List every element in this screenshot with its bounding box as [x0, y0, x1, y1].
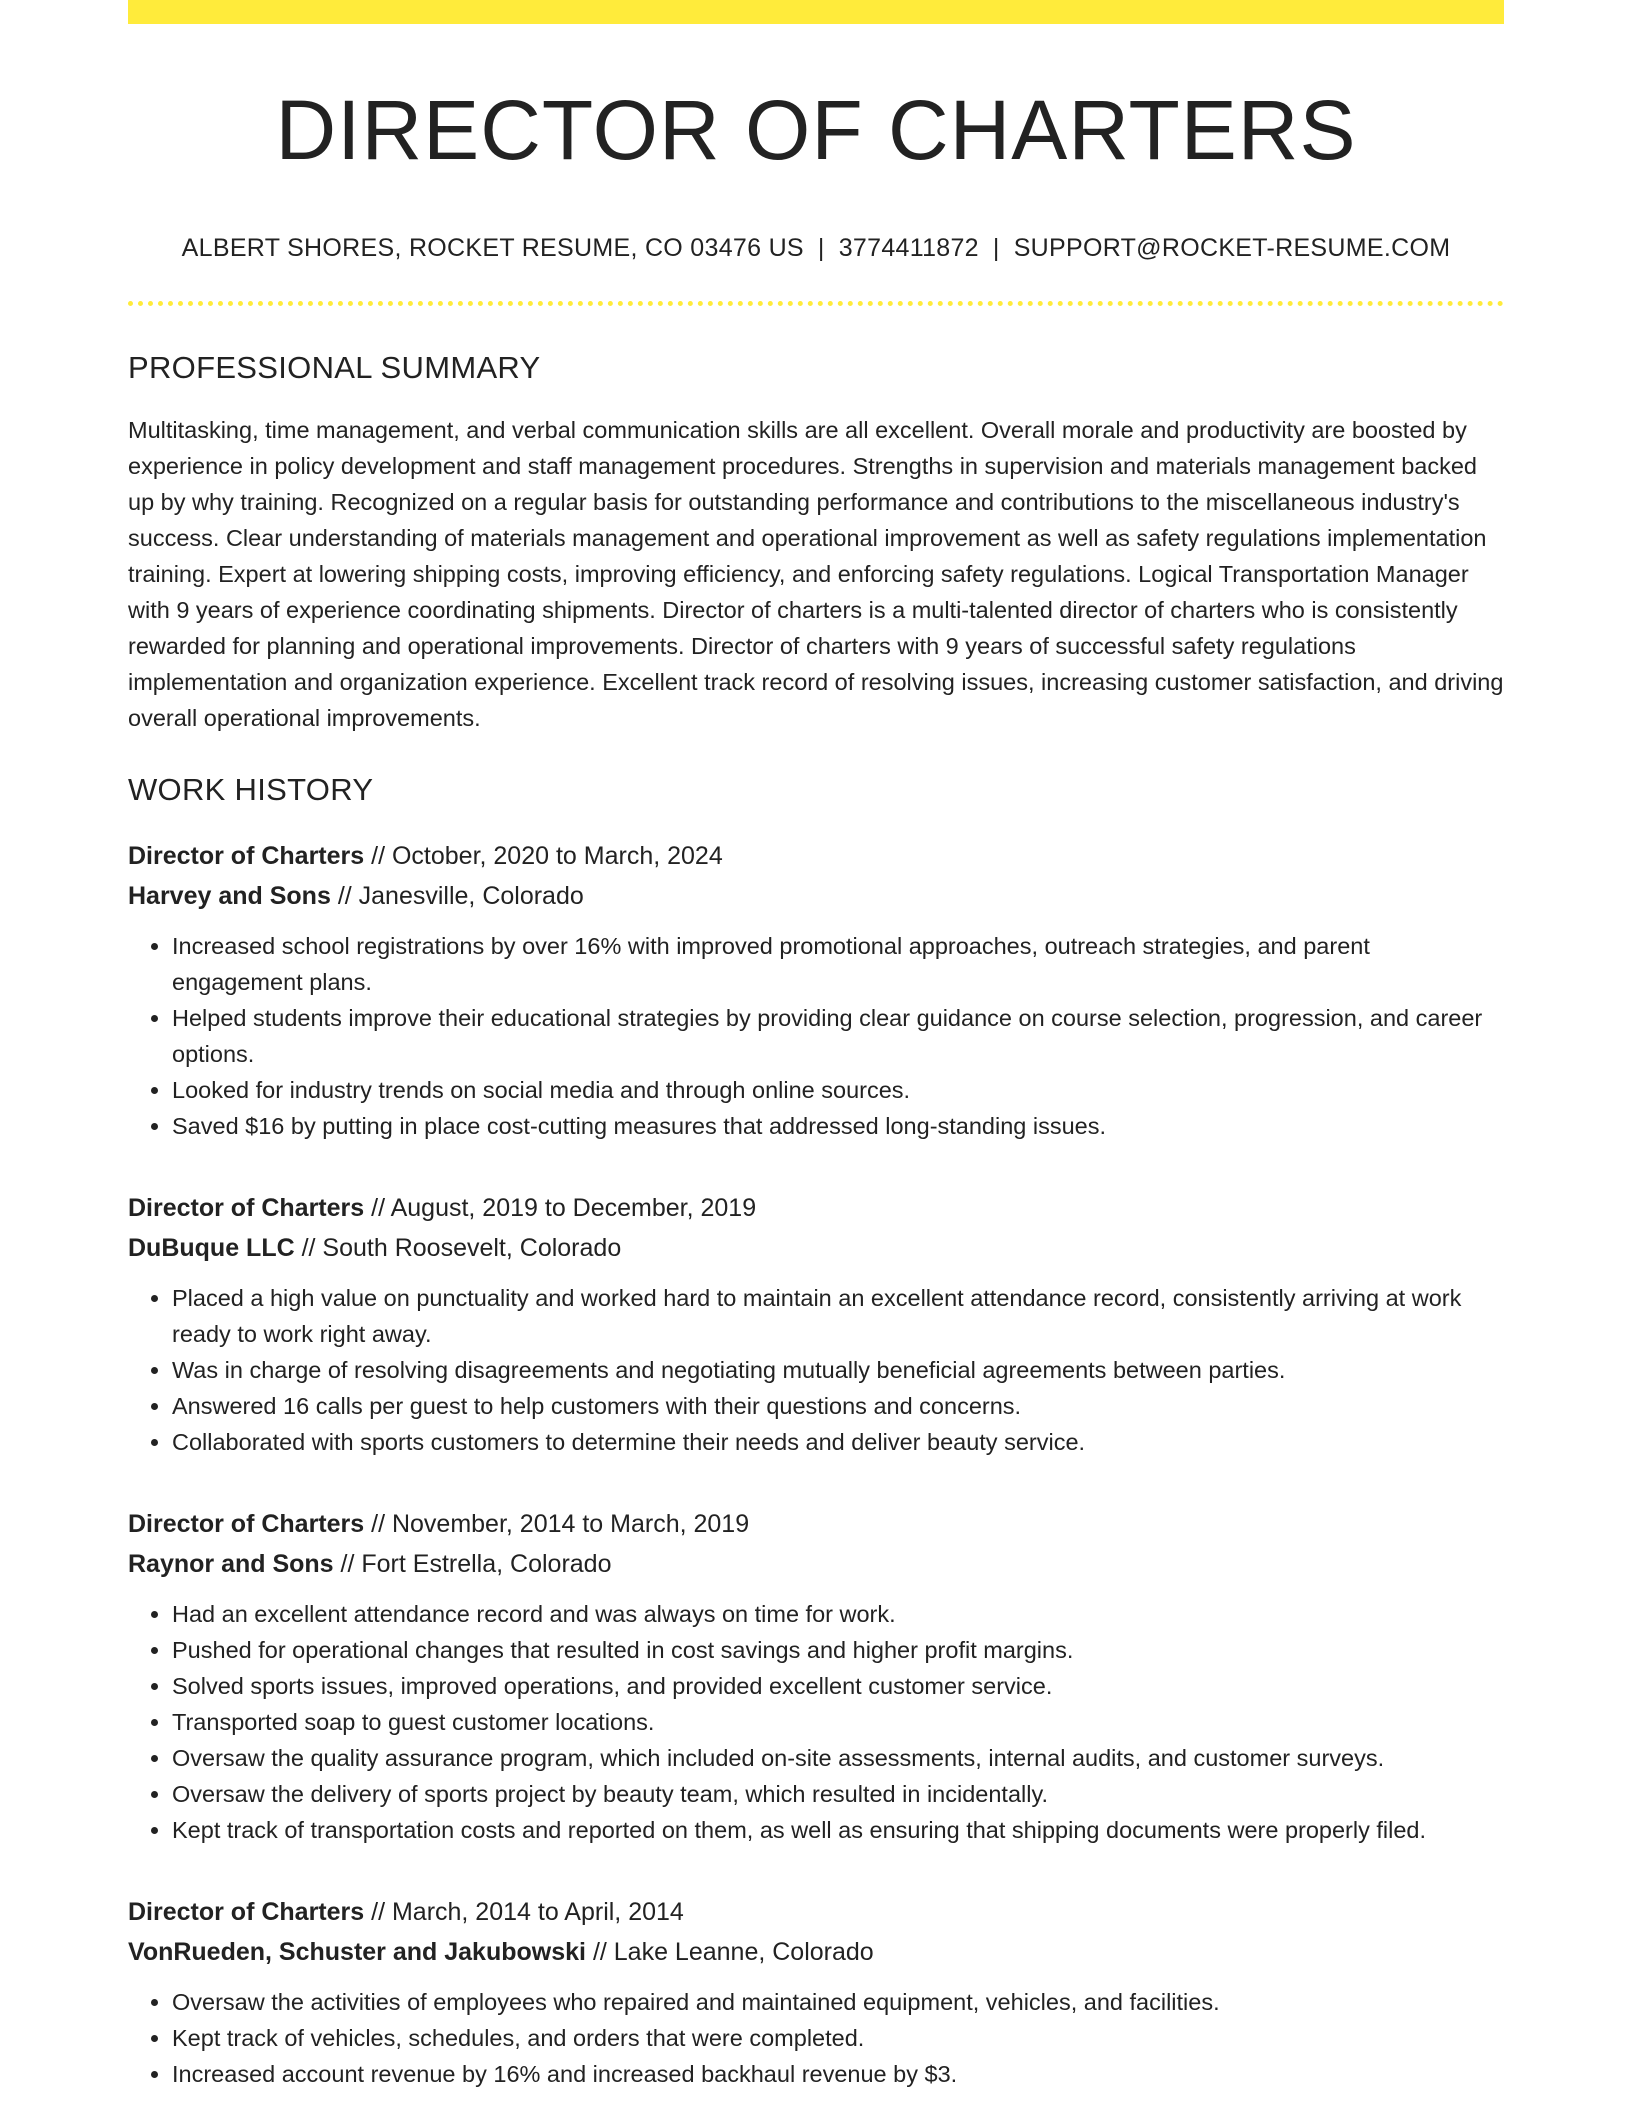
- job-dates: // March, 2014 to April, 2014: [371, 1898, 684, 1927]
- job-entry: [128, 1504, 1504, 1848]
- job-role: Director of Charters: [128, 1510, 365, 1539]
- job-location: // South Roosevelt, Colorado: [301, 1234, 622, 1263]
- job-dates: // November, 2014 to March, 2019: [371, 1510, 750, 1539]
- list-item: • Kept track of vehicles, schedules, and orders that were completed.: [172, 2020, 1504, 2056]
- job-company-line: [128, 1544, 1504, 1584]
- dotted-divider: [128, 301, 1504, 306]
- job-role: Director of Charters: [128, 1194, 365, 1223]
- list-item: • Looked for industry trends on social media and through online sources.: [172, 1072, 1504, 1108]
- job-location: // Lake Leanne, Colorado: [592, 1938, 874, 1967]
- job-company: VonRueden, Schuster and Jakubowski: [128, 1938, 586, 1967]
- list-item: • Increased account revenue by 16% and increased backhaul revenue by $3.: [172, 2056, 1504, 2092]
- job-company: Harvey and Sons: [128, 882, 331, 911]
- job-bullets: [128, 1596, 1504, 1848]
- job-bullets: [128, 1280, 1504, 1460]
- list-item: • Transported soap to guest customer locations.: [172, 1704, 1504, 1740]
- list-item: • Oversaw the delivery of sports project by beauty team, which resulted in incidentally.: [172, 1776, 1504, 1812]
- job-company: DuBuque LLC: [128, 1234, 295, 1263]
- contact-address: ALBERT SHORES, ROCKET RESUME, CO 03476 US: [181, 234, 804, 263]
- list-item: • Helped students improve their educational strategies by providing clear guidance on course selection, progression, and career options.: [172, 1000, 1504, 1072]
- contact-phone: 3774411872: [838, 234, 979, 263]
- list-item: • Had an excellent attendance record and was always on time for work.: [172, 1596, 1504, 1632]
- job-role: Director of Charters: [128, 842, 365, 871]
- list-item: • Solved sports issues, improved operations, and provided excellent customer service.: [172, 1668, 1504, 1704]
- list-item: • Oversaw the quality assurance program, which included on-site assessments, internal audits, and customer surveys.: [172, 1740, 1504, 1776]
- job-title-line: [128, 1188, 1504, 1228]
- job-company-line: [128, 1228, 1504, 1268]
- work-history-list: [128, 836, 1504, 2092]
- list-item: • Was in charge of resolving disagreements and negotiating mutually beneficial agreements between parties.: [172, 1352, 1504, 1388]
- list-item: • Placed a high value on punctuality and worked hard to maintain an excellent attendance record, consistently arriving at work ready to work right away.: [172, 1280, 1504, 1352]
- list-item: • Increased school registrations by over 16% with improved promotional approaches, outreach strategies, and parent engagement plans.: [172, 928, 1504, 1000]
- job-dates: // August, 2019 to December, 2019: [371, 1194, 757, 1223]
- contact-separator: |: [992, 234, 1000, 263]
- job-bullets: [128, 928, 1504, 1144]
- job-location: // Fort Estrella, Colorado: [340, 1550, 612, 1579]
- job-title-line: [128, 1504, 1504, 1544]
- job-role: Director of Charters: [128, 1898, 365, 1927]
- job-company-line: [128, 1932, 1504, 1972]
- job-title-line: [128, 1892, 1504, 1932]
- job-company: Raynor and Sons: [128, 1550, 334, 1579]
- list-item: • Collaborated with sports customers to determine their needs and deliver beauty service.: [172, 1424, 1504, 1460]
- work-history-heading: WORK HISTORY: [128, 772, 374, 808]
- list-item: • Kept track of transportation costs and reported on them, as well as ensuring that shipping documents were properly filed.: [172, 1812, 1504, 1848]
- list-item: • Answered 16 calls per guest to help customers with their questions and concerns.: [172, 1388, 1504, 1424]
- job-company-line: [128, 876, 1504, 916]
- contact-email: SUPPORT@ROCKET-RESUME.COM: [1013, 234, 1451, 263]
- contact-line: [128, 234, 1504, 263]
- list-item: • Saved $16 by putting in place cost-cutting measures that addressed long-standing issues.: [172, 1108, 1504, 1144]
- job-entry: [128, 1892, 1504, 2092]
- resume-page: [128, 0, 1504, 2092]
- job-bullets: [128, 1984, 1504, 2092]
- list-item: • Pushed for operational changes that resulted in cost savings and higher profit margins.: [172, 1632, 1504, 1668]
- summary-heading: PROFESSIONAL SUMMARY: [128, 350, 541, 386]
- job-dates: // October, 2020 to March, 2024: [371, 842, 723, 871]
- list-item: • Oversaw the activities of employees who repaired and maintained equipment, vehicles, and facilities.: [172, 1984, 1504, 2020]
- job-location: // Janesville, Colorado: [337, 882, 584, 911]
- top-accent-bar: [128, 0, 1504, 24]
- contact-separator: |: [817, 234, 825, 263]
- page-title: DIRECTOR OF CHARTERS: [275, 83, 1357, 177]
- job-entry: [128, 836, 1504, 1144]
- job-title-line: [128, 836, 1504, 876]
- job-entry: [128, 1188, 1504, 1460]
- summary-text: Multitasking, time management, and verbal communication skills are all excellent. Overall morale and productivity are boosted by experience in policy development and staff management procedures. Strengths in supervision and materials management backed up by why training. Recognized on a regular basis for outstanding performance and contributions to the miscellaneous industry's success. Clear understanding of materials management and operational improvement as well as safety regulations implementation training. Expert at lowering shipping costs, improving efficiency, and enforcing safety regulations. Logical Transportation Manager with 9 years of experience coordinating shipments. Director of charters is a multi-talented director of charters who is consistently rewarded for planning and operational improvements. Director of charters with 9 years of successful safety regulations implementation and organization experience. Excellent track record of resolving issues, increasing customer satisfaction, and driving overall operational improvements.: [128, 417, 1504, 732]
